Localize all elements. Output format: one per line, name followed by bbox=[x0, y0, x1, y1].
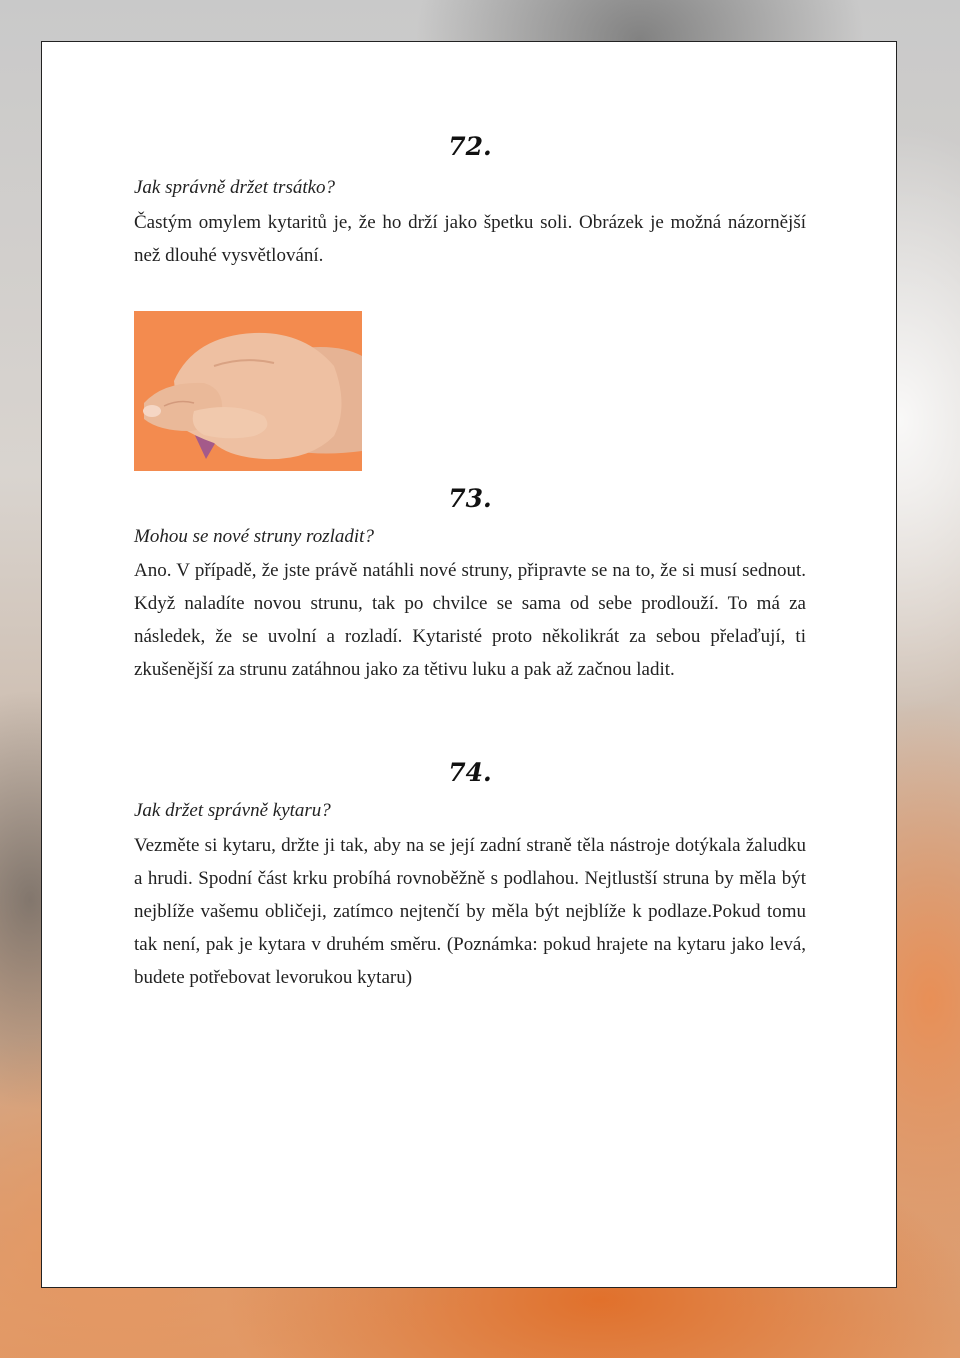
section-number-73: 73. bbox=[448, 484, 492, 513]
document-page bbox=[41, 41, 897, 1288]
section-question-74: Jak držet správně kytaru? bbox=[134, 800, 331, 821]
section-number-72: 72. bbox=[448, 132, 492, 161]
hand-illustration bbox=[134, 311, 362, 471]
section-text-73: Ano. V případě, že jste právě natáhli nové struny, připravte se na to, že si musí sednout. Když naladíte novou strunu, tak po chvilce se sama od sebe prodlouží. To má za následek, že se uvolní a rozladí. Kytaristé proto několikrát za sebou přelaďují, ti zkušenější za strunu zatáhnou jako za tětivu luku a pak až začnou ladit. bbox=[134, 560, 806, 680]
section-text-72: Častým omylem kytaritů je, že ho drží jako špetku soli. Obrázek je možná názornější než dlouhé vysvětlování. bbox=[134, 212, 806, 266]
section-question-72: Jak správně držet trsátko? bbox=[134, 177, 336, 198]
pick-holding-hand-photo bbox=[134, 311, 362, 471]
section-text-74: Vezměte si kytaru, držte ji tak, aby na se její zadní straně těla nástroje dotýkala žaludku a hrudi. Spodní část krku probíhá rovnoběžně s podlahou. Nejtlustší struna by měla být nejblíže vašemu obličeji, zatímco nejtenčí by měla být nejblíže k podlaze.Pokud tomu tak není, pak je kytara v druhém směru. (Poznámka: pokud hrajete na kytaru jako levá, budete potřebovat levorukou kytaru) bbox=[134, 835, 806, 988]
section-number-74: 74. bbox=[448, 758, 492, 787]
section-question-73: Mohou se nové struny rozladit? bbox=[134, 526, 374, 547]
